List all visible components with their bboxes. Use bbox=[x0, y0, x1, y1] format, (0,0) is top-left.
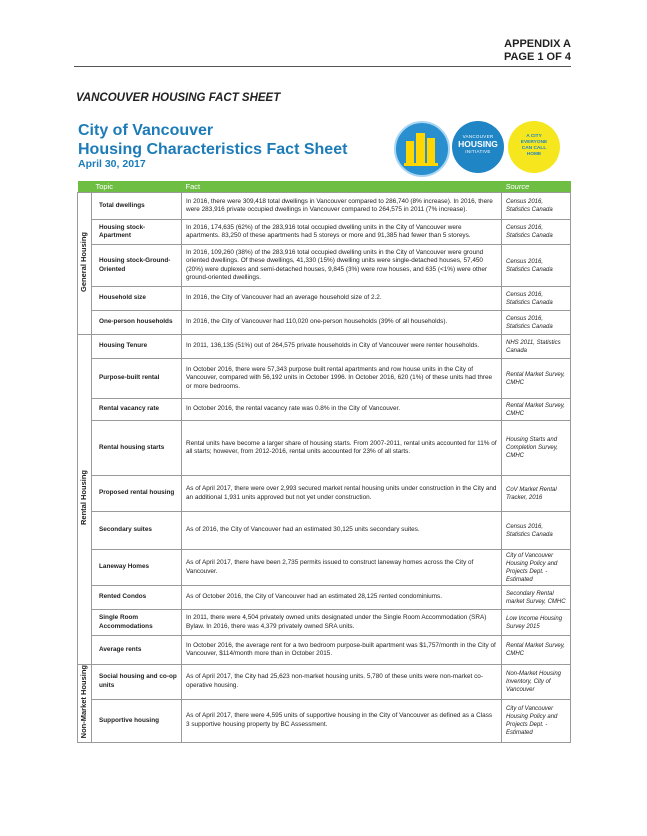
row-fact: In October 2016, there were 57,343 purpose built rental apartments and row house units in the City of Vancouver, compared with 56,192 units in October 1996. In October 2016, 620 (1%) of these units had three or more bedrooms. bbox=[182, 359, 502, 399]
row-topic: One-person households bbox=[92, 311, 182, 335]
row-fact: As of 2016, the City of Vancouver had an estimated 30,125 units secondary suites. bbox=[182, 512, 502, 550]
row-topic: Purpose-built rental bbox=[92, 359, 182, 399]
row-fact: As of April 2017, there were 4,595 units of supportive housing in the City of Vancouver as defined as a Class 3 supportive housing property by BC Assessment. bbox=[182, 699, 502, 742]
row-topic: Rental housing starts bbox=[92, 421, 182, 476]
row-topic: Secondary suites bbox=[92, 512, 182, 550]
row-topic: Housing stock-Apartment bbox=[92, 220, 182, 245]
row-topic: Total dwellings bbox=[92, 193, 182, 220]
row-fact: As of October 2016, the City of Vancouver had an estimated 28,125 rented condominiums. bbox=[182, 586, 502, 610]
table-header-row bbox=[78, 181, 571, 193]
row-fact: In October 2016, the average rent for a two bedroom purpose-built apartment was $1,757/month in the City of Vancouver, $114/month more than in October 2015. bbox=[182, 636, 502, 665]
city-logo-line-3: CAN CALL bbox=[521, 146, 547, 151]
row-source: Census 2016, Statistics Canada bbox=[502, 311, 571, 335]
housing-logo-line-2: HOUSING bbox=[458, 139, 498, 149]
fact-sheet-title bbox=[78, 121, 347, 159]
row-source: Census 2016, Statistics Canada bbox=[502, 220, 571, 245]
table-row bbox=[78, 245, 571, 287]
table-row bbox=[78, 665, 571, 700]
row-source: Rental Market Survey, CMHC bbox=[502, 636, 571, 665]
row-topic: Rented Condos bbox=[92, 586, 182, 610]
header-source: Source bbox=[502, 181, 571, 193]
row-source: Low Income Housing Survey 2015 bbox=[502, 610, 571, 636]
table-row bbox=[78, 636, 571, 665]
housing-logo-line-3: INITIATIVE bbox=[465, 149, 491, 154]
row-fact: As of April 2017, there have been 2,735 permits issued to construct laneway homes across the City of Vancouver. bbox=[182, 550, 502, 586]
row-topic: Household size bbox=[92, 287, 182, 311]
row-topic: Average rents bbox=[92, 636, 182, 665]
row-source: Census 2016, Statistics Canada bbox=[502, 512, 571, 550]
table-row bbox=[78, 193, 571, 220]
header-spacer bbox=[78, 181, 92, 193]
table-row bbox=[78, 399, 571, 421]
city-logo-line-4: HOME bbox=[526, 152, 542, 157]
row-topic: Laneway Homes bbox=[92, 550, 182, 586]
page-header bbox=[504, 38, 571, 64]
row-source: City of Vancouver Housing Policy and Projects Dept. - Estimated bbox=[502, 699, 571, 742]
document-title: VANCOUVER HOUSING FACT SHEET bbox=[76, 92, 281, 104]
table-row bbox=[78, 421, 571, 476]
row-topic: Social housing and co-op units bbox=[92, 665, 182, 700]
row-fact: In 2016, 174,635 (62%) of the 283,916 total occupied dwelling units in the City of Vancouver were apartments. 83,250 of these apartments had 5 storeys or more and 91,385 had fewer than 5 storeys. bbox=[182, 220, 502, 245]
city-skyline-logo bbox=[394, 121, 450, 177]
fact-sheet-date: April 30, 2017 bbox=[78, 158, 146, 170]
row-fact: In 2016, 109,260 (38%) of the 283,916 total occupied dwelling units in the City of Vancouver were ground oriented dwellings. Of these dwellings, 41,330 (15%) dwelling units were single-detached houses, 57,450 (20%) were duplexes and semi-detached houses, 9,845 (3%) were row houses, and 635 (<1%) were other ground-oriented dwellings. bbox=[182, 245, 502, 287]
row-fact: As of April 2017, the City had 25,623 non-market housing units. 5,780 of these units were non-market co-operative housing. bbox=[182, 665, 502, 700]
row-source: Rental Market Survey, CMHC bbox=[502, 399, 571, 421]
row-fact: As of April 2017, there were over 2,993 secured market rental housing units under construction in the City and an additional 1,931 units approved but not yet under construction. bbox=[182, 476, 502, 512]
row-fact: In October 2016, the rental vacancy rate was 0.8% in the City of Vancouver. bbox=[182, 399, 502, 421]
page-number: PAGE 1 OF 4 bbox=[503, 51, 571, 63]
housing-initiative-logo bbox=[452, 121, 504, 173]
appendix-label: APPENDIX A bbox=[504, 38, 571, 50]
title-line-1: City of Vancouver bbox=[78, 122, 214, 139]
row-source: Secondary Rental market Survey, CMHC bbox=[502, 586, 571, 610]
row-source: City of Vancouver Housing Policy and Projects Dept. - Estimated bbox=[502, 550, 571, 586]
table-row bbox=[78, 220, 571, 245]
row-fact: In 2016, the City of Vancouver had 110,020 one-person households (39% of all households). bbox=[182, 311, 502, 335]
row-topic: Single Room Accommodations bbox=[92, 610, 182, 636]
row-fact: In 2011, 136,135 (51%) out of 264,575 private households in City of Vancouver were renter households. bbox=[182, 335, 502, 359]
table-row bbox=[78, 311, 571, 335]
row-source: CoV Market Rental Tracker, 2016 bbox=[502, 476, 571, 512]
row-topic: Rental vacancy rate bbox=[92, 399, 182, 421]
row-source: Census 2016, Statistics Canada bbox=[502, 193, 571, 220]
row-fact: Rental units have become a larger share of housing starts. From 2007-2011, rental units accounted for 11% of all starts; however, from 2012-2016, rental units accounted for 23% of all starts. bbox=[182, 421, 502, 476]
table-row bbox=[78, 610, 571, 636]
category-non-market-housing: Non-Market Housing bbox=[78, 665, 92, 743]
table-row bbox=[78, 335, 571, 359]
row-topic: Proposed rental housing bbox=[92, 476, 182, 512]
city-logo-line-1: A CITY bbox=[526, 134, 542, 139]
table-row bbox=[78, 476, 571, 512]
category-general-housing: General Housing bbox=[78, 193, 92, 335]
table-row bbox=[78, 550, 571, 586]
row-fact: In 2016, there were 309,418 total dwellings in Vancouver compared to 286,740 (8% increase). In 2016, there were 283,916 private occupied dwellings in Vancouver compared to 264,575 in 2011 (7% increase). bbox=[182, 193, 502, 220]
housing-logo-line-1: VANCOUVER bbox=[462, 134, 494, 139]
row-source: Non-Market Housing Inventory, City of Vancouver bbox=[502, 665, 571, 700]
row-topic: Housing Tenure bbox=[92, 335, 182, 359]
row-source: Census 2016, Statistics Canada bbox=[502, 287, 571, 311]
row-topic: Supportive housing bbox=[92, 699, 182, 742]
header-topic: Topic bbox=[92, 181, 182, 193]
header-divider bbox=[74, 66, 571, 67]
table-row bbox=[78, 586, 571, 610]
table-row bbox=[78, 699, 571, 742]
table-row bbox=[78, 512, 571, 550]
row-source: Rental Market Survey, CMHC bbox=[502, 359, 571, 399]
fact-table bbox=[77, 181, 571, 743]
row-source: Census 2016, Statistics Canada bbox=[502, 245, 571, 287]
header-fact: Fact bbox=[182, 181, 502, 193]
city-logo-line-2: EVERYONE bbox=[520, 140, 548, 145]
row-topic: Housing stock-Ground-Oriented bbox=[92, 245, 182, 287]
city-everyone-logo bbox=[508, 121, 560, 173]
row-source: Housing Starts and Completion Survey, CMHC bbox=[502, 421, 571, 476]
title-line-2: Housing Characteristics Fact Sheet bbox=[78, 141, 348, 158]
row-fact: In 2011, there were 4,504 privately owned units designated under the Single Room Accommodation (SRA) Bylaw. In 2016, there was 4,379 privately owned SRA units. bbox=[182, 610, 502, 636]
row-source: NHS 2011, Statistics Canada bbox=[502, 335, 571, 359]
table-row bbox=[78, 287, 571, 311]
table-row bbox=[78, 359, 571, 399]
row-fact: In 2016, the City of Vancouver had an average household size of 2.2. bbox=[182, 287, 502, 311]
category-rental-housing: Rental Housing bbox=[78, 335, 92, 665]
